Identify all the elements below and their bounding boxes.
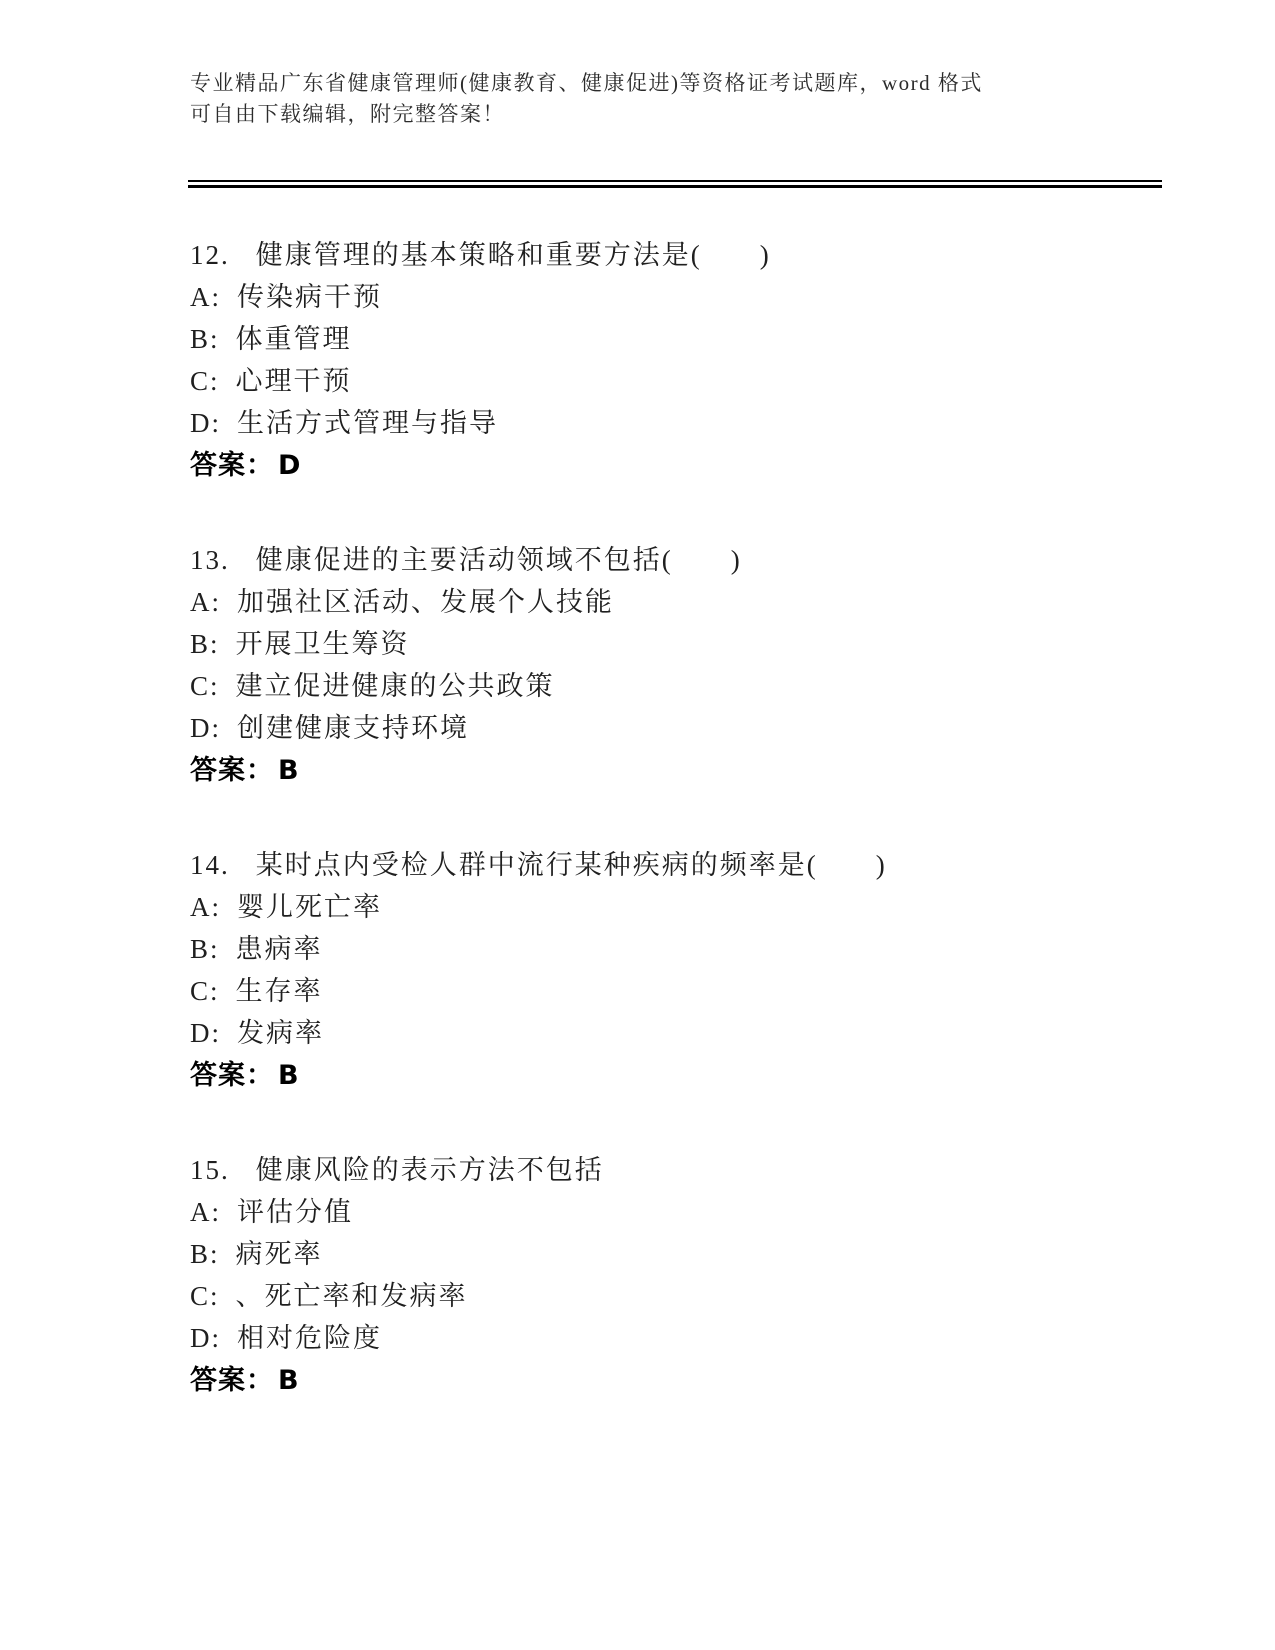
option-label: B: [190,629,220,659]
option-text: 评估分值 [237,1197,353,1227]
option-text: 、死亡率和发病率 [235,1281,468,1311]
question-13-option-b [190,623,1155,665]
question-15-option-d [190,1317,1155,1359]
question-14 [190,844,1155,1097]
question-number: 15. [190,1155,230,1185]
option-label: A: [190,1197,221,1227]
question-13 [190,539,1155,792]
question-title [190,1149,1155,1191]
question-text: 健康风险的表示方法不包括 [255,1155,604,1185]
option-text: 患病率 [235,934,323,964]
question-list [0,234,1275,1402]
answer-label: 答案： [190,755,274,785]
question-14-option-c [190,970,1155,1012]
document-header [0,0,1275,188]
question-number: 14. [190,850,230,880]
option-label: D: [190,713,221,743]
question-15-option-b [190,1233,1155,1275]
header-line-2: 可自由下载编辑，附完整答案！ [190,102,505,126]
option-label: D: [190,1323,221,1353]
question-12-option-b [190,318,1155,360]
option-text: 病死率 [235,1239,323,1269]
question-14-option-d [190,1012,1155,1054]
option-label: A: [190,282,221,312]
question-text: 健康管理的基本策略和重要方法是( ) [255,240,771,270]
answer-value: B [278,1365,300,1396]
question-12 [190,234,1155,487]
option-label: D: [190,408,221,438]
question-15 [190,1149,1155,1402]
question-13-option-a [190,581,1155,623]
question-12-option-c [190,360,1155,402]
question-title [190,539,1155,581]
answer-value: D [278,450,302,481]
answer-value: B [278,1060,300,1091]
option-label: B: [190,1239,220,1269]
question-13-option-d [190,707,1155,749]
option-text: 传染病干预 [237,282,382,312]
option-label: A: [190,892,221,922]
option-text: 生活方式管理与指导 [237,408,498,438]
header-line-1: 专业精品广东省健康管理师(健康教育、健康促进)等资格证考试题库，word 格式 [190,71,983,95]
question-title [190,234,1155,276]
question-15-answer [190,1359,1155,1402]
answer-label: 答案： [190,1365,274,1395]
option-text: 建立促进健康的公共政策 [235,671,555,701]
option-text: 创建健康支持环境 [237,713,469,743]
option-text: 婴儿死亡率 [237,892,382,922]
question-12-option-a [190,276,1155,318]
option-text: 发病率 [237,1018,324,1048]
option-label: C: [190,366,220,396]
option-label: C: [190,1281,220,1311]
option-text: 加强社区活动、发展个人技能 [237,587,614,617]
option-label: B: [190,934,220,964]
option-text: 开展卫生筹资 [235,629,410,659]
option-text: 生存率 [235,976,323,1006]
option-label: D: [190,1018,221,1048]
question-12-option-d [190,402,1155,444]
question-title [190,844,1155,886]
question-text: 某时点内受检人群中流行某种疾病的频率是( ) [255,850,887,880]
question-14-answer [190,1054,1155,1097]
header-divider-double-rule [188,180,1162,188]
question-number: 12. [190,240,230,270]
question-text: 健康促进的主要活动领域不包括( ) [255,545,742,575]
option-label: B: [190,324,220,354]
answer-value: B [278,755,300,786]
question-13-answer [190,749,1155,792]
question-13-option-c [190,665,1155,707]
question-15-option-a [190,1191,1155,1233]
question-14-option-b [190,928,1155,970]
answer-label: 答案： [190,1060,274,1090]
option-text: 相对危险度 [237,1323,382,1353]
option-text: 体重管理 [235,324,352,354]
answer-label: 答案： [190,450,274,480]
question-14-option-a [190,886,1155,928]
question-12-answer [190,444,1155,487]
question-number: 13. [190,545,230,575]
option-label: C: [190,976,220,1006]
question-15-option-c [190,1275,1155,1317]
option-label: A: [190,587,221,617]
option-text: 心理干预 [235,366,352,396]
option-label: C: [190,671,220,701]
